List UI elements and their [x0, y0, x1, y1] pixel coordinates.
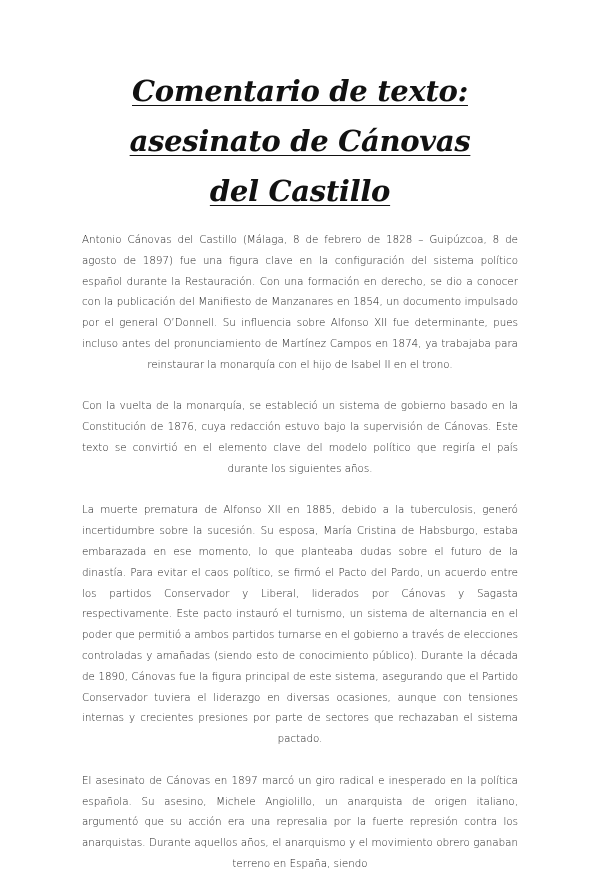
paragraph-2: Con la vuelta de la monarquía, se estableció un sistema de gobierno basado en la Constitución de 1876, cuya redacción estuvo bajo la supervisión de Cánovas. Este texto se convirtió en el elemento clave del modelo político que regiría el país durante los siguientes años. — [82, 400, 518, 475]
paragraph-4: El asesinato de Cánovas en 1897 marcó un giro radical e inesperado en la política española. Su asesino, Michele Angiolillo, un anarquista de origen italiano, argumentó que su acción era una represalia por la fuerte represión contra los anarquistas. Durante aquellos años, el anarquismo y el movimiento obrero ganaban terreno en España, siendo — [82, 774, 518, 870]
paragraph-3: La muerte prematura de Alfonso XII en 1885, debido a la tuberculosis, generó incertidumbre sobre la sucesión. Su esposa, María Cristina de Habsburgo, estaba embarazada en ese momento, lo que planteaba dudas sobre el futuro de la dinastía. Para evitar el caos político, se firmó el Pacto del Pardo, un acuerdo entre los partidos Conservador y Liberal, liderados por Cánovas y Sagasta respectivamente. Este pacto instauró el turnismo, un sistema de alternancia en el poder que permitió a ambos partidos turnarse en el gobierno a través de elecciones controladas y amañadas (siendo esto de conocimiento público). Durante la década de 1890, Cánovas fue la figura principal de este sistema, asegurando que el Partido Conservador tuviera el liderazgo en diversas ocasiones, aunque con tensiones internas y crecientes presiones por parte de sectores que rechazaban el sistema pactado. — [82, 504, 518, 746]
document-body — [82, 230, 518, 875]
paragraph-1: Antonio Cánovas del Castillo (Málaga, 8 de febrero de 1828 – Guipúzcoa, 8 de agosto de 1897) fue una figura clave en la configuración del sistema político español durante la Restauración. Con una formación en derecho, se dio a conocer con la publicación del Manifiesto de Manzanares en 1854, un documento impulsado por el general O’Donnell. Su influencia sobre Alfonso XII fue determinante, pues incluso antes del pronunciamiento de Martínez Campos en 1874, ya trabajaba para reinstaurar la monarquía con el hijo de Isabel II en el trono. — [82, 234, 518, 371]
title-line-1: Comentario de texto: asesinato de Cánovas — [129, 74, 471, 158]
title-line-2: del Castillo — [209, 174, 391, 208]
document-title — [82, 66, 518, 216]
